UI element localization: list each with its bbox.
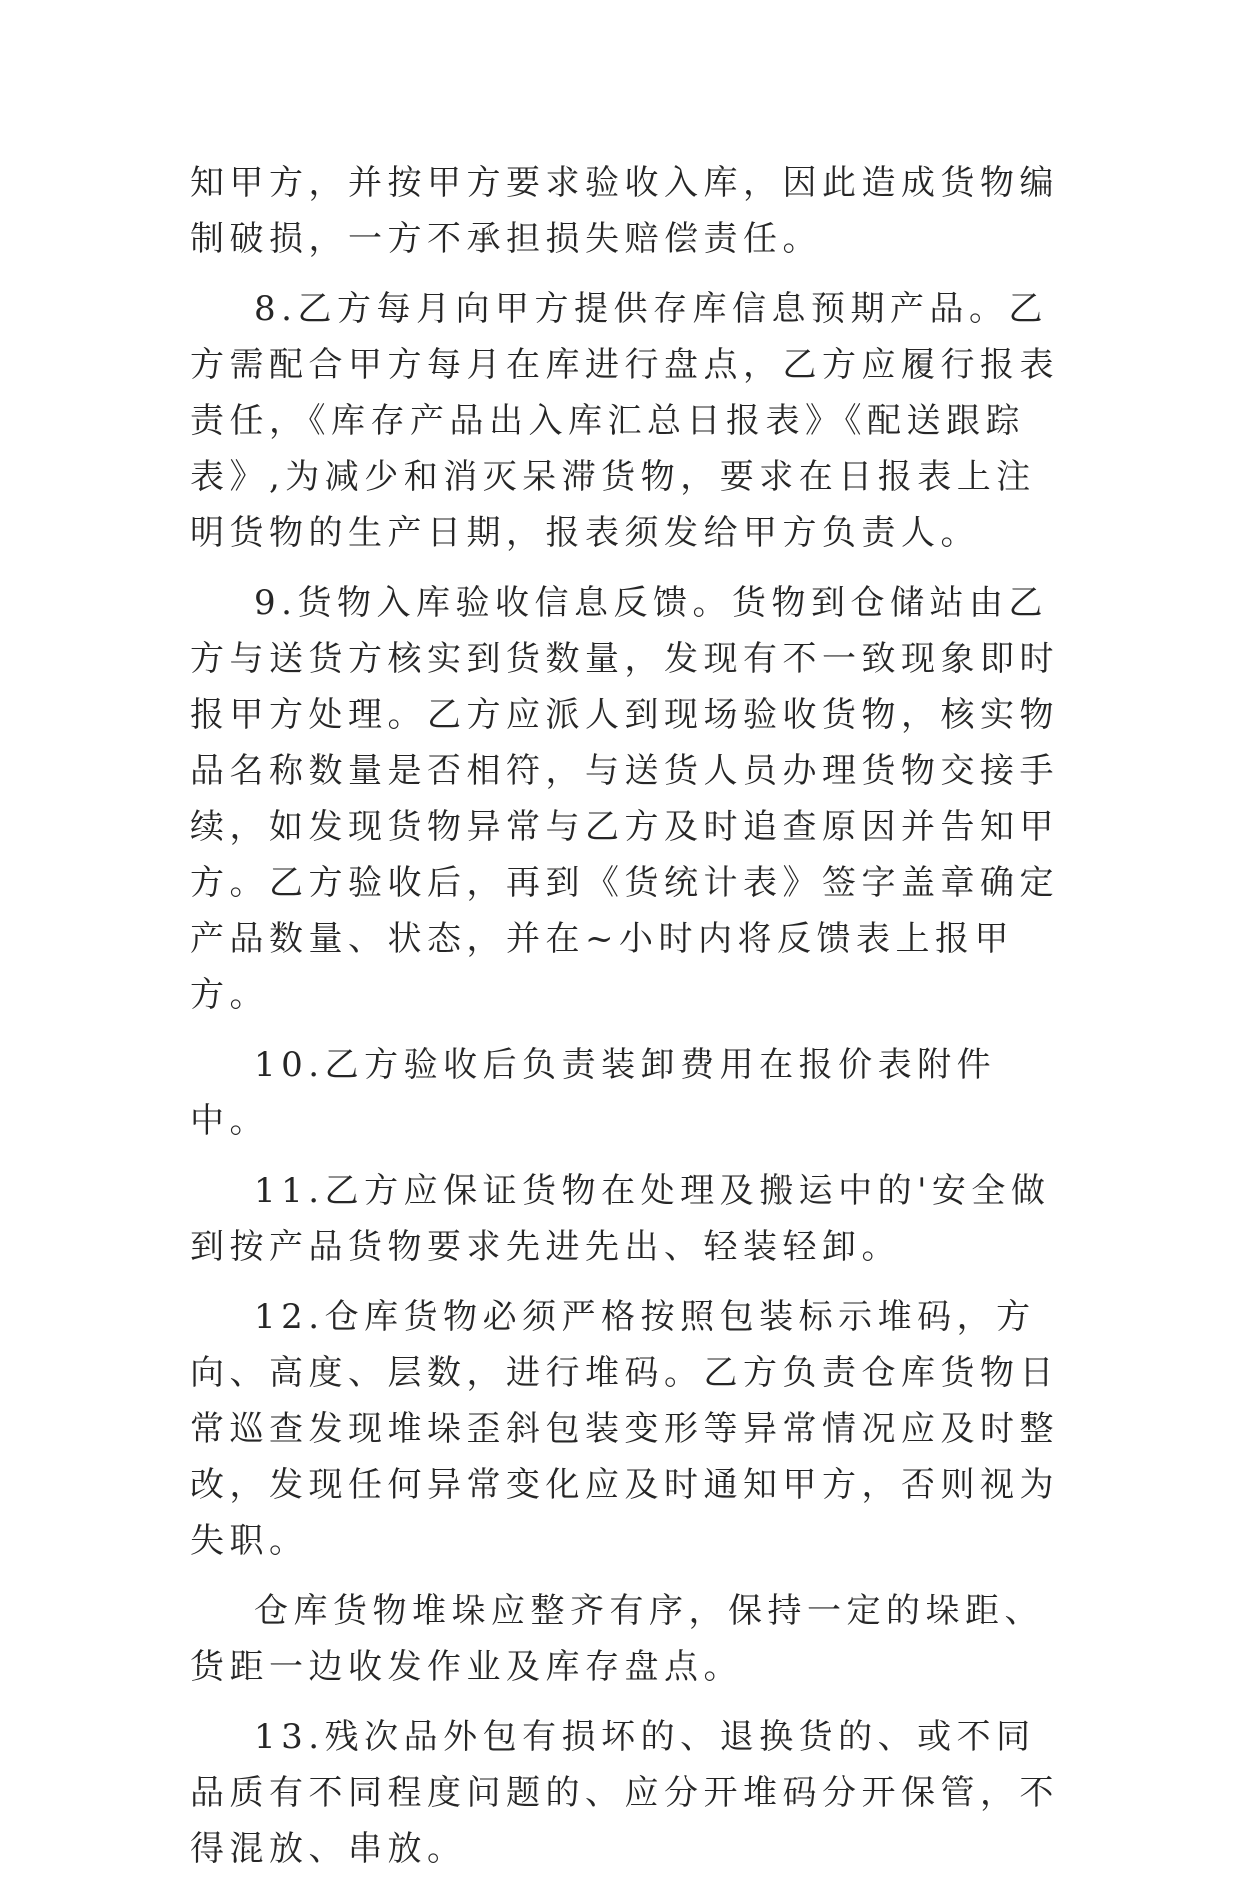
paragraph-item-8: 8.乙方每月向甲方提供存库信息预期产品。乙方需配合甲方每月在库进行盘点，乙方应履行报表责任，《库存产品出入库汇总日报表》《配送跟踪表》,为减少和消灭呆滞货物，要求在日报表上注明货物的生产日期，报表须发给甲方负责人。	[190, 289, 1059, 553]
document-body	[190, 155, 1070, 1891]
paragraph-item-10: 10.乙方验收后负责装卸费用在报价表附件中。	[190, 1045, 997, 1141]
paragraph-item-9: 9.货物入库验收信息反馈。货物到仓储站由乙方与送货方核实到货数量，发现有不一致现象即时报甲方处理。乙方应派人到现场验收货物，核实物品名称数量是否相符，与送货人员办理货物交接手续，如发现货物异常与乙方及时追查原因并告知甲方。乙方验收后，再到《货统计表》签字盖章确定产品数量、状态，并在~小时内将反馈表上报甲方。	[190, 583, 1059, 1015]
paragraph-item-11: 11.乙方应保证货物在处理及搬运中的'安全做到按产品货物要求先进先出、轻装轻卸。	[190, 1171, 1051, 1267]
paragraph-continuation: 知甲方，并按甲方要求验收入库，因此造成货物编制破损，一方不承担损失赔偿责任。	[190, 163, 1059, 259]
paragraph-stacking-note: 仓库货物堆垛应整齐有序，保持一定的垛距、货距一边收发作业及库存盘点。	[190, 1591, 1044, 1687]
paragraph-item-12: 12.仓库货物必须严格按照包装标示堆码，方向、高度、层数，进行堆码。乙方负责仓库货物日常巡查发现堆垛歪斜包装变形等异常情况应及时整改，发现任何异常变化应及时通知甲方，否则视为失职。	[190, 1297, 1059, 1561]
paragraph-item-13: 13.残次品外包有损坏的、退换货的、或不同品质有不同程度问题的、应分开堆码分开保管，不得混放、串放。	[190, 1717, 1059, 1869]
